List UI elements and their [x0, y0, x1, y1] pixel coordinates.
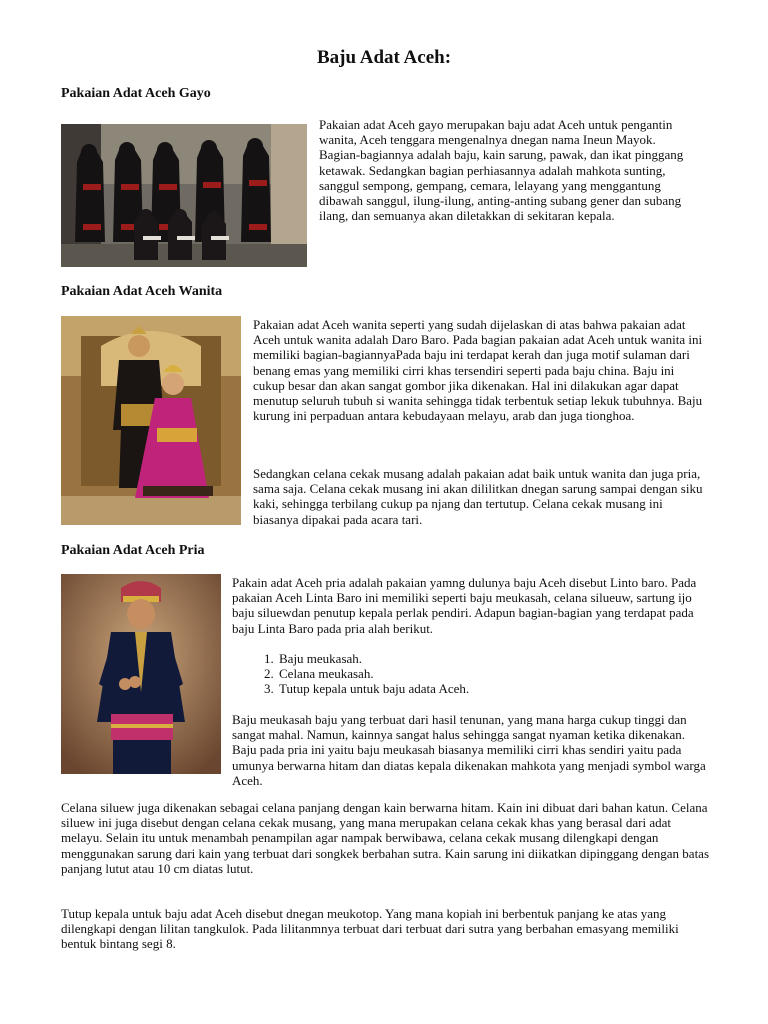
- section-heading-wanita: Pakaian Adat Aceh Wanita: [61, 284, 223, 299]
- paragraph-wanita-2: Sedangkan celana cekak musang adalah pakaian adat baik untuk wanita dan juga pria, sama saja. Celana cekak musang ini akan dililitkan dnegan sarung sampai dengan siku kaki, sehingga terbilang cukup pa njang dan tertutup. Celana cekak musang ini biasanya dipakai pada acara tari.: [253, 466, 703, 527]
- list-item: 2. Celana meukasah.: [277, 666, 737, 681]
- page-title: Baju Adat Aceh:: [316, 47, 452, 68]
- photo-wedding-couple-icon: [61, 316, 241, 525]
- paragraph-gayo: Pakaian adat Aceh gayo merupakan baju adat Aceh untuk pengantin wanita, Aceh tenggara mengenalnya dnegan nama Ineun Mayok. Bagian-bagiannya adalah baju, kain sarung, pawak, dan ikat pinggang ketawak. Sedangkan bagian perhiasannya adalah mahkota sunting, sanggul sempong, gempang, cemara, lelayang yang menggantung dibawah sanggul, ilung-ilung, anting-anting subang gener dan subang ilang, dan semuanya akan diletakkan di sekitaran kepala.: [319, 117, 684, 224]
- list-item: 1. Baju meukasah.: [277, 651, 737, 666]
- photo-man-traditional-icon: [61, 574, 221, 774]
- paragraph-wanita-1: Pakaian adat Aceh wanita seperti yang sudah dijelaskan di atas bahwa pakaian adat Aceh untuk wanita adalah Daro Baro. Pada bagian pakaian adat Aceh untuk wanita ini memiliki bagian-bagiannyaPada baju ini terdapat kerah dan juga motif sulaman dari benang emas yang memiliki cirri khas tersendiri seperti pada baju china. Baju ini cukup besar dan akan sangat gombor jika dikenakan. Hal ini dilakukan agar dapat menutup seluruh tubuh si wanita sehingga tidak terbentuk setiap lekuk tubuhnya. Baju kurung ini perpaduan antara kebudayaan melayu, arab dan juga tionghoa.: [253, 317, 703, 424]
- list-item: 3. Tutup kepala untuk baju adata Aceh.: [277, 681, 737, 696]
- paragraph-tutup-kepala: Tutup kepala untuk baju adat Aceh disebut dnegan meukotop. Yang mana kopiah ini berbentuk panjang ke atas yang dilengkapi dengan lilitan tangkulok. Pada lilitanmnya terbuat dari terbuat dari sutra yang berbahan emasyang memiliki bentuk bintang segi 8.: [61, 906, 679, 952]
- paragraph-pria-intro: Pakain adat Aceh pria adalah pakaian yamng dulunya baju Aceh disebut Linto baro. Pada pakaian Aceh Linta Baro ini memiliki seperti baju meukasah, celana silueuw, sartung ijo baju siluewdan penutup kepala perlak pendiri. Adapun bagian-bagian yang terdapat pada baju Linta Baro pada pria alah berikut.: [232, 575, 697, 636]
- paragraph-pria-meukasah: Baju meukasah baju yang terbuat dari hasil tenunan, yang mana harga cukup tinggi dan sangat mahal. Namun, kainnya sangat halus sehingga sangat nyaman ketika dikenakan. Baju pada pria ini yaitu baju meukasah biasanya memiliki cirri khas sendiri yaitu pada umunya berwarna hitam dan diatas kepala dikenakan mahkota yang menjadi symbol warga Aceh.: [232, 712, 706, 788]
- paragraph-celana-siluew: Celana siluew juga dikenakan sebagai celana panjang dengan kain berwarna hitam. Kain ini dibuat dari bahan katun. Celana siluew ini juga disebut dengan celana cekak musang, yang mana merupakan celana cekak khas yang berasal dari adat melayu. Selain itu untuk menambah penampilan agar nampak berwibawa, celana cekak musang dilengkapi dengan menggunakan sarung dari kain yang terbuat dari songkek berbahan sutra. Kain sarung ini diikatkan dipinggang dengan batas panjang lutut atau 10 cm diatas lutut.: [61, 800, 710, 876]
- section-heading-gayo: Pakaian Adat Aceh Gayo: [61, 86, 211, 101]
- photo-gayo-family-icon: [61, 124, 307, 267]
- pria-parts-list: [232, 651, 737, 697]
- section-heading-pria: Pakaian Adat Aceh Pria: [61, 543, 205, 558]
